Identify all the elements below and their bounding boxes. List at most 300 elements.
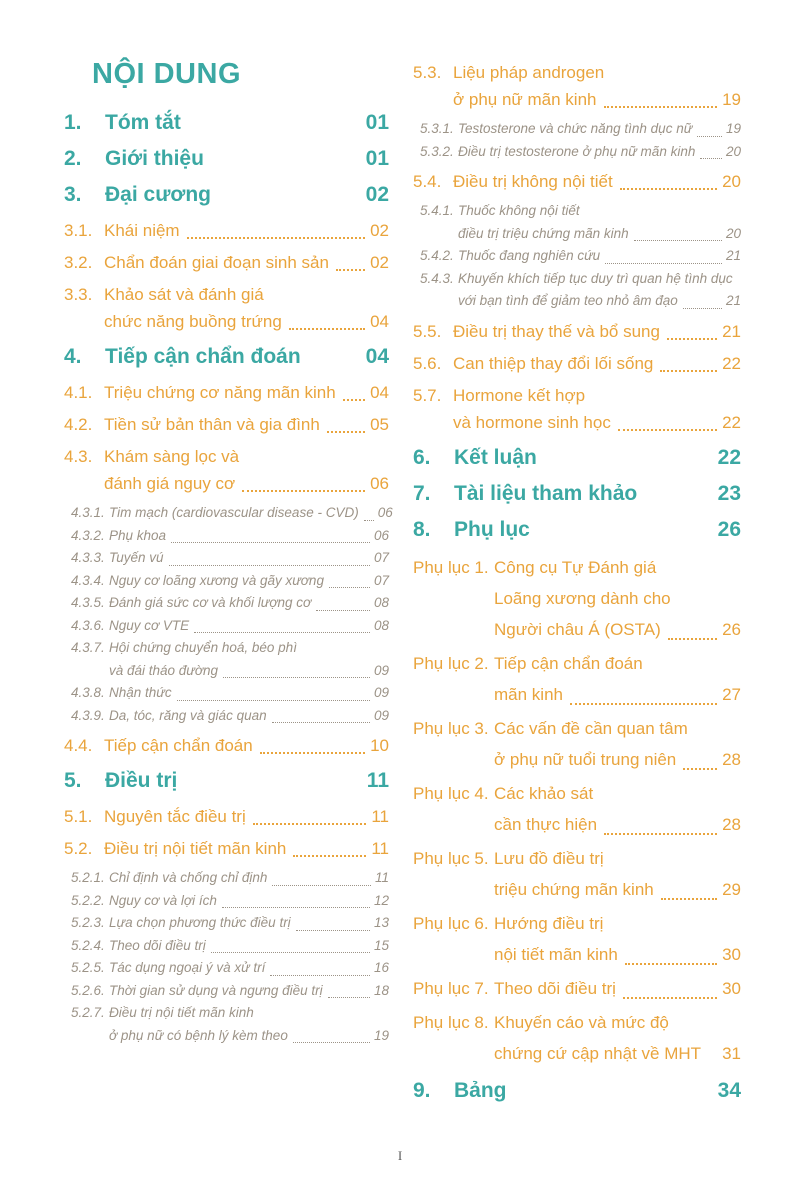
toc-entry — [413, 973, 741, 1004]
entry-number: 4.3.8. — [71, 685, 105, 700]
toc-entry-line — [420, 141, 741, 164]
toc-entry — [64, 890, 389, 913]
toc-entry-line — [413, 939, 741, 970]
dot-leader — [327, 431, 365, 433]
entry-page-number: 20 — [725, 143, 741, 159]
entry-page-number: 01 — [365, 147, 389, 170]
entry-page-number: 07 — [373, 550, 389, 565]
entry-text: Da, tóc, răng và giác quan — [109, 707, 267, 723]
entry-text: Thời gian sử dụng và ngưng điều trị — [109, 982, 323, 998]
toc-entry-line — [413, 583, 741, 614]
toc-entry-line — [413, 614, 741, 645]
entry-number: 7. — [413, 481, 431, 505]
entry-text: Loãng xương dành cho — [494, 588, 671, 608]
entry-page-number: 30 — [722, 944, 741, 964]
toc-entry-line — [71, 912, 389, 935]
dot-leader — [683, 768, 717, 770]
entry-text: đánh giá nguy cơ — [104, 474, 236, 493]
footer-page-number: I — [397, 1148, 403, 1163]
entry-text: Khái niệm — [104, 221, 180, 240]
entry-page-number: 23 — [717, 481, 741, 505]
toc-entry-line — [64, 181, 389, 209]
toc-entry-line — [413, 1007, 741, 1038]
entry-number: Phụ lục 7. — [413, 978, 489, 998]
dot-leader — [242, 490, 365, 492]
dot-leader — [293, 855, 366, 857]
toc-entry-line — [71, 980, 389, 1003]
toc-entry — [64, 592, 389, 615]
toc-entry-line — [71, 637, 389, 660]
dot-leader — [211, 952, 370, 953]
toc-entry-line — [413, 778, 741, 809]
entry-text: Điều trị không nội tiết — [453, 172, 613, 191]
entry-text: Nguy cơ VTE — [109, 617, 190, 633]
entry-page-number: 13 — [373, 915, 389, 930]
entry-page-number: 11 — [371, 839, 389, 858]
entry-text: Phụ lục — [454, 517, 530, 541]
dot-leader — [364, 520, 374, 521]
entry-number: 5.6. — [413, 353, 442, 373]
toc-entry-line — [413, 444, 741, 472]
entry-number: 5.2.1. — [71, 870, 105, 885]
toc-entry — [64, 343, 389, 371]
toc-entry — [413, 516, 741, 544]
dot-leader — [660, 370, 717, 372]
toc-entry — [413, 318, 741, 345]
entry-text: Điều trị nội tiết mãn kinh — [109, 1005, 254, 1020]
entry-number: 5.1. — [64, 807, 93, 826]
entry-text: điều trị triệu chứng mãn kinh — [458, 225, 629, 241]
toc-entry-line — [71, 525, 389, 548]
toc-left-entries — [64, 109, 393, 1047]
toc-entry — [64, 957, 389, 980]
entry-text: mãn kinh — [494, 684, 563, 704]
entry-page-number: 04 — [365, 345, 389, 368]
dot-leader — [668, 638, 717, 640]
toc-entry-line — [413, 874, 741, 905]
entry-text: Phụ khoa — [109, 527, 167, 543]
toc-entry-line — [413, 516, 741, 544]
entry-text: Đánh giá sức cơ và khối lượng cơ — [109, 595, 312, 610]
entry-page-number: 07 — [373, 572, 389, 588]
dot-leader — [272, 722, 370, 723]
dot-leader — [177, 700, 370, 701]
toc-entry-line — [71, 705, 389, 728]
entry-number: 5.2.3. — [71, 915, 105, 930]
toc-entry — [413, 648, 741, 710]
entry-text: với bạn tình để giảm teo nhỏ âm đạo — [458, 293, 678, 308]
entry-number: Phụ lục 3. — [413, 718, 489, 738]
entry-number: 3.1. — [64, 221, 93, 240]
entry-text: Giới thiệu — [105, 147, 204, 170]
toc-entry-line — [413, 1077, 741, 1105]
toc-entry — [64, 181, 389, 209]
toc-entry — [64, 217, 389, 244]
toc-entry-line — [413, 744, 741, 775]
dot-leader — [289, 328, 365, 330]
entry-number: 5.4.3. — [420, 270, 454, 286]
entry-number: 5.2.6. — [71, 982, 105, 998]
entry-page-number: 04 — [370, 383, 389, 402]
toc-entry-line — [420, 268, 741, 291]
entry-number: 3.2. — [64, 253, 93, 272]
toc-entry — [64, 615, 389, 638]
entry-text: Chẩn đoán giai đoạn sinh sản — [104, 253, 329, 272]
entry-text: Nguyên tắc điều trị — [104, 807, 246, 826]
entry-number: Phụ lục 4. — [413, 783, 489, 803]
dot-leader — [336, 269, 365, 271]
entry-number: 5.3. — [413, 63, 442, 82]
entry-page-number: 09 — [373, 662, 389, 678]
toc-entry — [413, 1077, 741, 1105]
entry-text: Điều trị testosterone ở phụ nữ mãn kinh — [458, 143, 696, 159]
toc-right-column — [413, 54, 741, 1113]
toc-entry — [64, 281, 389, 335]
dot-leader — [343, 399, 365, 401]
entry-text: Thuốc không nội tiết — [458, 203, 580, 218]
entry-number: 4.3.3. — [71, 550, 105, 565]
entry-page-number: 04 — [370, 312, 389, 331]
entry-number: 5. — [64, 769, 82, 792]
toc-entry-line — [71, 1025, 389, 1048]
entry-text: ở phụ nữ có bệnh lý kèm theo — [109, 1027, 288, 1043]
toc-entry-line — [64, 470, 389, 497]
entry-text: Tiếp cận chẩn đoán — [105, 345, 301, 368]
dot-leader — [620, 188, 717, 190]
toc-entry-line — [64, 217, 389, 244]
toc-entry-line — [71, 867, 389, 890]
entry-text: Đại cương — [105, 183, 211, 206]
dot-leader — [661, 898, 717, 900]
entry-page-number: 28 — [722, 814, 741, 834]
entry-page-number: 11 — [366, 769, 389, 792]
toc-entry — [64, 912, 389, 935]
entry-page-number: 21 — [722, 321, 741, 341]
entry-text: Triệu chứng cơ năng mãn kinh — [104, 383, 336, 402]
entry-number: 3. — [64, 183, 82, 206]
toc-entry-line — [64, 109, 389, 137]
toc-entry — [64, 443, 389, 497]
entry-page-number: 08 — [373, 617, 389, 633]
toc-entry — [64, 637, 389, 682]
entry-number: 4.3.6. — [71, 617, 105, 633]
dot-leader — [683, 308, 722, 309]
toc-entry-line — [413, 1038, 741, 1069]
entry-number: Phụ lục 1. — [413, 557, 489, 577]
toc-entry-line — [64, 835, 389, 862]
toc-entry — [64, 109, 389, 137]
entry-number: Phụ lục 6. — [413, 913, 489, 933]
toc-entry-line — [64, 411, 389, 438]
entry-text: và hormone sinh học — [453, 412, 611, 432]
toc-entry-line — [64, 803, 389, 830]
dot-leader — [329, 587, 370, 588]
toc-entry-line — [413, 552, 741, 583]
dot-leader — [260, 752, 365, 754]
toc-entry — [64, 1002, 389, 1047]
entry-page-number: 02 — [365, 183, 389, 206]
toc-right-entries — [413, 59, 741, 1105]
toc-entry — [64, 803, 389, 830]
dot-leader — [253, 823, 367, 825]
entry-text: Điều trị nội tiết mãn kinh — [104, 839, 287, 858]
entry-number: 5.2.5. — [71, 960, 105, 975]
toc-entry — [413, 350, 741, 377]
entry-number: 4.3.7. — [71, 640, 105, 655]
entry-number: 4.4. — [64, 736, 93, 755]
entry-number: 4.3.1. — [71, 505, 105, 520]
entry-number: 4.3.5. — [71, 595, 105, 610]
entry-text: triệu chứng mãn kinh — [494, 879, 654, 899]
entry-number: Phụ lục 2. — [413, 653, 489, 673]
page-title: NỘI DUNG — [92, 58, 241, 90]
toc-entry-line — [413, 168, 741, 195]
entry-page-number: 09 — [373, 685, 389, 700]
toc-entry — [64, 867, 389, 890]
entry-text: Tóm tắt — [105, 111, 181, 134]
toc-entry-line — [413, 409, 741, 436]
entry-text: Theo dõi điều trị — [494, 978, 616, 998]
entry-number: 5.2. — [64, 839, 93, 858]
entry-text: Tài liệu tham khảo — [454, 481, 638, 505]
toc-entry — [413, 268, 741, 313]
entry-number: Phụ lục 5. — [413, 848, 489, 868]
dot-leader — [667, 338, 717, 340]
entry-number: 3.3. — [64, 285, 93, 304]
toc-entry-line — [413, 713, 741, 744]
toc-entry-line — [413, 480, 741, 508]
entry-page-number: 30 — [722, 978, 741, 998]
toc-entry-line — [413, 973, 741, 1004]
dot-leader — [604, 833, 717, 835]
entry-text: Công cụ Tự Đánh giá — [494, 557, 657, 577]
entry-page-number: 19 — [373, 1027, 389, 1043]
toc-entry-line — [413, 843, 741, 874]
dot-leader — [171, 542, 370, 543]
entry-text: Tiếp cận chẩn đoán — [104, 736, 253, 755]
dot-leader — [700, 158, 722, 159]
entry-page-number: 28 — [722, 749, 741, 769]
entry-number: 6. — [413, 445, 431, 469]
dot-leader — [272, 885, 371, 886]
entry-number: 4.3.4. — [71, 572, 105, 588]
entry-text: Can thiệp thay đổi lối sống — [453, 353, 654, 373]
toc-entry — [64, 525, 389, 548]
dot-leader — [634, 240, 722, 241]
toc-entry-line — [71, 935, 389, 958]
entry-page-number: 21 — [725, 248, 741, 263]
entry-text: chức năng buồng trứng — [104, 312, 282, 331]
entry-text: Tiếp cận chẩn đoán — [494, 653, 643, 673]
toc-entry — [64, 980, 389, 1003]
toc-entry-line — [71, 1002, 389, 1025]
entry-text: Khảo sát và đánh giá — [104, 285, 264, 304]
entry-page-number: 18 — [373, 982, 389, 998]
entry-text: Lựa chọn phương thức điều trị — [109, 915, 291, 930]
entry-text: Theo dõi điều trị — [109, 937, 206, 953]
entry-number: 5.5. — [413, 321, 442, 341]
toc-entry — [413, 200, 741, 245]
toc-entry-line — [71, 890, 389, 913]
toc-entry — [64, 502, 393, 525]
entry-text: ở phụ nữ tuổi trung niên — [494, 749, 677, 769]
toc-entry-line — [64, 145, 389, 173]
entry-text: ở phụ nữ mãn kinh — [453, 90, 597, 109]
entry-number: 5.7. — [413, 385, 442, 405]
toc-entry-line — [413, 59, 741, 86]
toc-entry — [413, 59, 741, 113]
entry-page-number: 21 — [725, 293, 741, 308]
entry-text: Kết luận — [454, 445, 537, 469]
dot-leader — [618, 429, 717, 431]
entry-text: Người châu Á (OSTA) — [494, 619, 661, 639]
entry-number: 1. — [64, 111, 82, 134]
toc-entry — [413, 480, 741, 508]
entry-number: 9. — [413, 1078, 431, 1102]
entry-text: Testosterone và chức năng tình dục nữ — [458, 121, 693, 136]
entry-page-number: 11 — [374, 870, 389, 885]
toc-entry — [413, 713, 741, 775]
toc-entry-line — [413, 318, 741, 345]
entry-text: Hướng điều trị — [494, 913, 604, 933]
entry-page-number: 26 — [722, 619, 741, 639]
entry-text: Khuyến cáo và mức độ — [494, 1012, 669, 1032]
dot-leader — [605, 263, 722, 264]
entry-number: 4.3. — [64, 447, 93, 466]
dot-leader — [316, 610, 370, 611]
entry-page-number: 22 — [722, 412, 741, 432]
toc-entry-line — [71, 547, 389, 570]
entry-page-number: 16 — [373, 960, 389, 975]
entry-number: 4.1. — [64, 383, 93, 402]
entry-text: Thuốc đang nghiên cứu — [458, 248, 601, 263]
toc-entry — [64, 249, 389, 276]
toc-left-column — [64, 54, 393, 1047]
entry-page-number: 02 — [370, 221, 389, 240]
entry-text: Nhận thức — [109, 685, 172, 700]
entry-text: Các khảo sát — [494, 783, 594, 803]
entry-page-number: 19 — [725, 121, 741, 136]
entry-text: Tiền sử bản thân và gia đình — [104, 415, 320, 434]
toc-entry — [64, 732, 389, 759]
entry-number: Phụ lục 8. — [413, 1012, 489, 1032]
entry-text: và đái tháo đường — [109, 662, 219, 678]
toc-entry-line — [71, 570, 389, 593]
toc-entry-line — [420, 118, 741, 141]
toc-entry — [64, 935, 389, 958]
toc-entry-line — [420, 200, 741, 223]
toc-entry-line — [71, 615, 389, 638]
entry-text: Điều trị thay thế và bổ sung — [453, 321, 660, 341]
toc-entry-line — [71, 660, 389, 683]
entry-number: 5.3.2. — [420, 143, 454, 159]
entry-page-number: 09 — [373, 707, 389, 723]
entry-number: 8. — [413, 517, 431, 541]
toc-entry — [413, 1007, 741, 1069]
toc-entry-line — [64, 249, 389, 276]
entry-text: chứng cứ cập nhật về MHT — [494, 1043, 702, 1063]
entry-page-number: 19 — [722, 90, 741, 109]
toc-entry-line — [420, 290, 741, 313]
entry-number: 5.2.4. — [71, 937, 105, 953]
entry-page-number: 08 — [373, 595, 389, 610]
entry-page-number: 27 — [722, 684, 741, 704]
entry-page-number: 10 — [370, 736, 389, 755]
entry-number: 4.3.2. — [71, 527, 105, 543]
toc-entry — [413, 843, 741, 905]
toc-entry — [413, 118, 741, 141]
entry-page-number: 06 — [373, 527, 389, 543]
dot-leader — [570, 703, 717, 705]
dot-leader — [296, 930, 370, 931]
entry-text: Tuyến vú — [109, 550, 164, 565]
dot-leader — [328, 997, 370, 998]
entry-number: 5.4. — [413, 172, 442, 191]
entry-number: 5.2.2. — [71, 892, 105, 908]
dot-leader — [270, 975, 370, 976]
entry-page-number: 22 — [717, 445, 741, 469]
toc-entry-line — [71, 502, 393, 525]
toc-entry-line — [71, 592, 389, 615]
entry-page-number: 05 — [370, 415, 389, 434]
dot-leader — [625, 963, 717, 965]
toc-entry-line — [413, 908, 741, 939]
dot-leader — [604, 106, 718, 108]
toc-entry — [64, 835, 389, 862]
toc-entry — [64, 682, 389, 705]
entry-number: 5.4.2. — [420, 248, 454, 263]
entry-page-number: 06 — [370, 474, 389, 493]
toc-entry — [64, 705, 389, 728]
entry-number: 5.2.7. — [71, 1005, 105, 1020]
toc-entry-line — [413, 86, 741, 113]
toc-entry — [413, 141, 741, 164]
dot-leader — [187, 237, 365, 239]
toc-entry-line — [413, 679, 741, 710]
toc-entry — [64, 411, 389, 438]
entry-text: Các vấn đề cần quan tâm — [494, 718, 688, 738]
entry-text: Điều trị — [105, 769, 178, 792]
dot-leader — [623, 997, 717, 999]
entry-text: Tim mạch (cardiovascular disease - CVD) — [109, 505, 359, 520]
toc-entry — [64, 145, 389, 173]
toc-entry-line — [64, 308, 389, 335]
entry-text: Khuyến khích tiếp tục duy trì quan hệ tình dục — [458, 270, 733, 286]
toc-entry-line — [413, 350, 741, 377]
toc-entry — [64, 570, 389, 593]
toc-entry-line — [413, 648, 741, 679]
dot-leader — [293, 1042, 370, 1043]
toc-entry — [64, 767, 389, 795]
toc-entry-line — [64, 343, 389, 371]
entry-page-number: 06 — [377, 505, 393, 520]
toc-entry — [413, 382, 741, 436]
toc-entry — [413, 168, 741, 195]
toc-entry-line — [64, 732, 389, 759]
toc-entry-line — [64, 767, 389, 795]
entry-number: 4.2. — [64, 415, 93, 434]
toc-entry-line — [420, 223, 741, 246]
entry-text: Tác dụng ngoại ý và xử trí — [109, 960, 266, 975]
entry-text: Nguy cơ loãng xương và gãy xương — [109, 572, 324, 588]
dot-leader — [697, 136, 722, 137]
entry-number: 2. — [64, 147, 82, 170]
entry-page-number: 29 — [722, 879, 741, 899]
toc-entry-line — [413, 382, 741, 409]
toc-entry — [64, 547, 389, 570]
dot-leader — [169, 565, 370, 566]
toc-entry — [413, 908, 741, 970]
